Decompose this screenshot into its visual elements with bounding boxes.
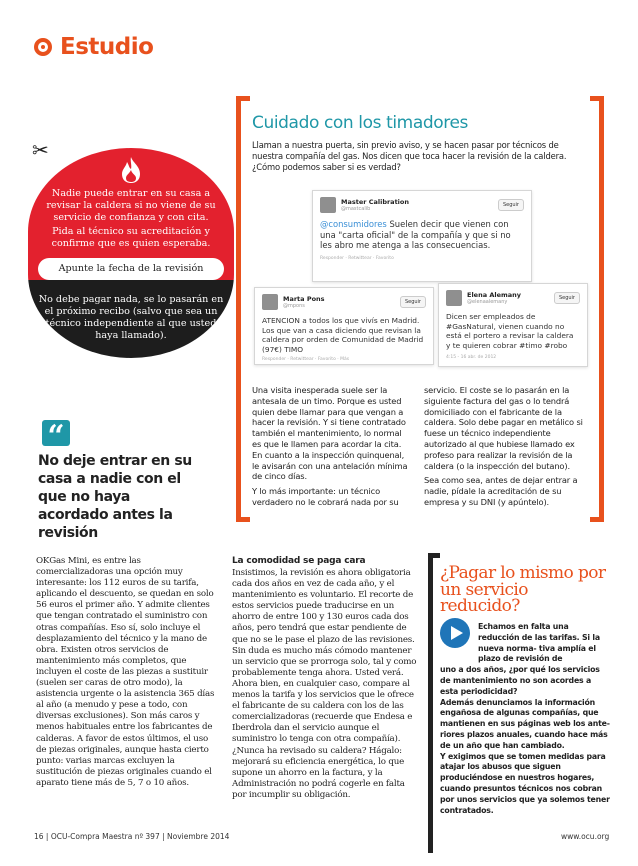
warning-line-2: Pida al técnico su acreditación y confirme que es quien esperaba. [51,226,211,249]
warning-line-3: No debe pagar nada, se lo pasarán en el próximo recibo (salvo que sea un técnico independiente al que usted haya llamado). [38,294,224,341]
follow-button[interactable]: Seguir [498,199,524,211]
tweet-meta: Responder · Retwittear · Favorito [320,255,394,261]
follow-button[interactable]: Seguir [400,296,426,308]
paragraph: Una visita inesperada suele ser la antesala de un timo. Porque es usted quien debe llamar para que vengan a hacer la revisión. Y si tiene contratado también el mantenimiento, lo normal es que le llamen para acordar la cita. En cuanto a la inspección quinquenal, le avisarán con una antelación mínima de cinco días. [252,385,408,482]
tweet-author: Marta Pons [283,294,325,303]
tweet-text: Dicen ser empleados de #GasNatural, vienen cuando no está el portero a revisar la caldera y te quieren cobrar #timo #robo [446,312,574,350]
paragraph: uno a dos años, ¿por qué los servicios de mantenimiento no son acordes a esta periodicidad? [440,665,600,696]
pull-quote: No deje entrar en su casa a nadie con el que no haya acordado antes la revisión [38,453,192,541]
tweet-author: Elena Alemany [467,290,522,299]
paragraph: Y lo más importante: un técnico verdadero no le cobrará nada por su [252,486,399,507]
timadores-column-left [252,385,412,512]
warning-card [28,148,234,358]
pagar-body [440,622,610,816]
tweet-card [438,283,588,367]
subheading: La comodidad se paga cara [232,556,366,566]
avatar [446,290,462,306]
pagar-title: ¿Pagar lo mismo por un servicio reducido? [440,563,606,616]
timadores-intro: Llaman a nuestra puerta, sin previo aviso, y se hacen pasar por técnicos de nuestra compañía del gas. Nos dicen que toca hacer la revisión de la caldera. ¿Cómo podemos saber si es verdad? [252,140,567,172]
timadores-title: Cuidado con los timadores [252,113,468,133]
tweet-handle: @mpons [283,302,305,309]
flame-icon [118,156,144,184]
tweet-meta: Responder · Retwittear · Favorito · Más [262,357,350,362]
tweet-handle: @mastcalib [341,205,371,212]
tweet-handle: @elenaalemany [467,298,508,305]
paragraph: Insistimos, la revisión es ahora obligatoria cada dos años en vez de cada año, y el mantenimiento es voluntario. El recorte de estos servicios puede traducirse en un ahorro de entre 100 y 130 euros cada dos años, pero tendrá que estar pendiente de que no se le pase el plazo de las revisiones. Sin duda es mucho más cómodo mantener un servicio que se prorroga solo, tal y como probablemente tenga ahora. Usted verá. Ahora bien, en cualquier caso, compare al menos la tarifa y los servicios que le ofrece el fabricante de su caldera con los de las comercializadoras (recuerde que Endesa e Iberdrola dan el servicio aunque el suministro lo tenga con otra compañía). ¿Nunca ha revisado su caldera? Hágalo: mejorará su eficiencia energética, lo que supone un ahorro en la factura, y la Administración no podrá cogerle en falta por incumplir su obligación. [232,568,417,800]
paragraph: Sea como sea, antes de dejar entrar a nadie, pídale la acreditación de su empresa y su DNI (y apúntelo). [424,475,578,507]
warning-pill: Apunte la fecha de la revisión [38,258,224,280]
bracket-pagar [428,553,440,853]
tweet-text: ATENCION a todos los que vivís en Madrid. Los que van a casa diciendo que revisan la caldera por orden de Comunidad de Madrid (97€) TIMO [262,316,424,354]
target-icon [34,38,52,56]
article-column-left [36,556,218,789]
bracket-left [236,96,250,522]
paragraph: OKGas Mini, es entre las comercializadoras una opción muy interesante: los 112 euros de su tarifa, aplicando el descuento, se quedan en solo 56 euros el primer año. Y admite clientes que tengan contratado el suministro con otras compañías. Eso sí, solo incluye el desplazamiento del técnico y la mano de obra. Existen otros servicios de mantenimiento más completos, que incluyen el coste de las piezas a sustituir (suelen ser caras de otro modo), la asistencia urgente o la asistencia 365 días al año (a menudo y pese a todo, con diversas exclusiones). Son más caros y menos habituales entre los fabricantes de calderas. A favor de estos últimos, el uso de piezas originales, aunque hasta cierto punto: varias marcas excluyen la sustitución de piezas originales cuando el aparato tiene más de 5, 7 o 10 años. [36,556,215,788]
paragraph: Además denunciamos la información engañosa de algunas compañías, que mantienen en sus páginas web los ante- riores plazos anuales, cuando hace más de un año que han cambiado. [440,697,610,750]
footer-page-info: 16 | OCU-Compra Maestra nº 397 | Noviembre 2014 [34,832,230,841]
paragraph: Y exigimos que se tomen medidas para atajar los abusos que siguen produciéndose en nuestros hogares, cuando presuntos técnicos nos cobran por unos servicios que ya solemos tener contratados. [440,751,610,815]
section-title: Estudio [60,34,154,60]
tweet-body: Suelen decir que vienen con una "carta oficial" de la compañía y que si no les abro me atenga a las consecuencias. [320,219,511,250]
timadores-column-right [424,385,584,512]
quote-icon: “ [42,420,70,446]
bracket-right [590,96,604,522]
section-header [34,34,153,60]
tweet-meta: 4:15 - 16 abr. de 2012 [446,355,497,360]
follow-button[interactable]: Seguir [554,292,580,304]
tweet-text [320,219,524,251]
avatar [320,197,336,213]
paragraph: servicio. El coste se lo pasarán en la siguiente factura del gas o lo tendrá domiciliado con el fabricante de la caldera. Solo debe pagar en metálico si fuese un técnico independiente autorizado al que hubiese llamado ex profeso para realizar la revisión de la caldera (o la inspección del butano). [424,385,583,471]
warning-line-1: Nadie puede entrar en su casa a revisar la caldera si no viene de su servicio de confianza y con cita. [46,188,216,223]
paragraph: Echamos en falta una reducción de las tarifas. Si la nueva norma- tiva amplía el plazo de revisión de [478,622,600,664]
tweet-card [254,287,434,365]
tweet-card [312,190,532,282]
avatar [262,294,278,310]
tweet-mention[interactable]: @consumidores [320,219,387,229]
article-column-middle [232,556,420,801]
tweet-author: Master Calibration [341,197,409,206]
footer-url[interactable]: www.ocu.org [561,832,610,841]
